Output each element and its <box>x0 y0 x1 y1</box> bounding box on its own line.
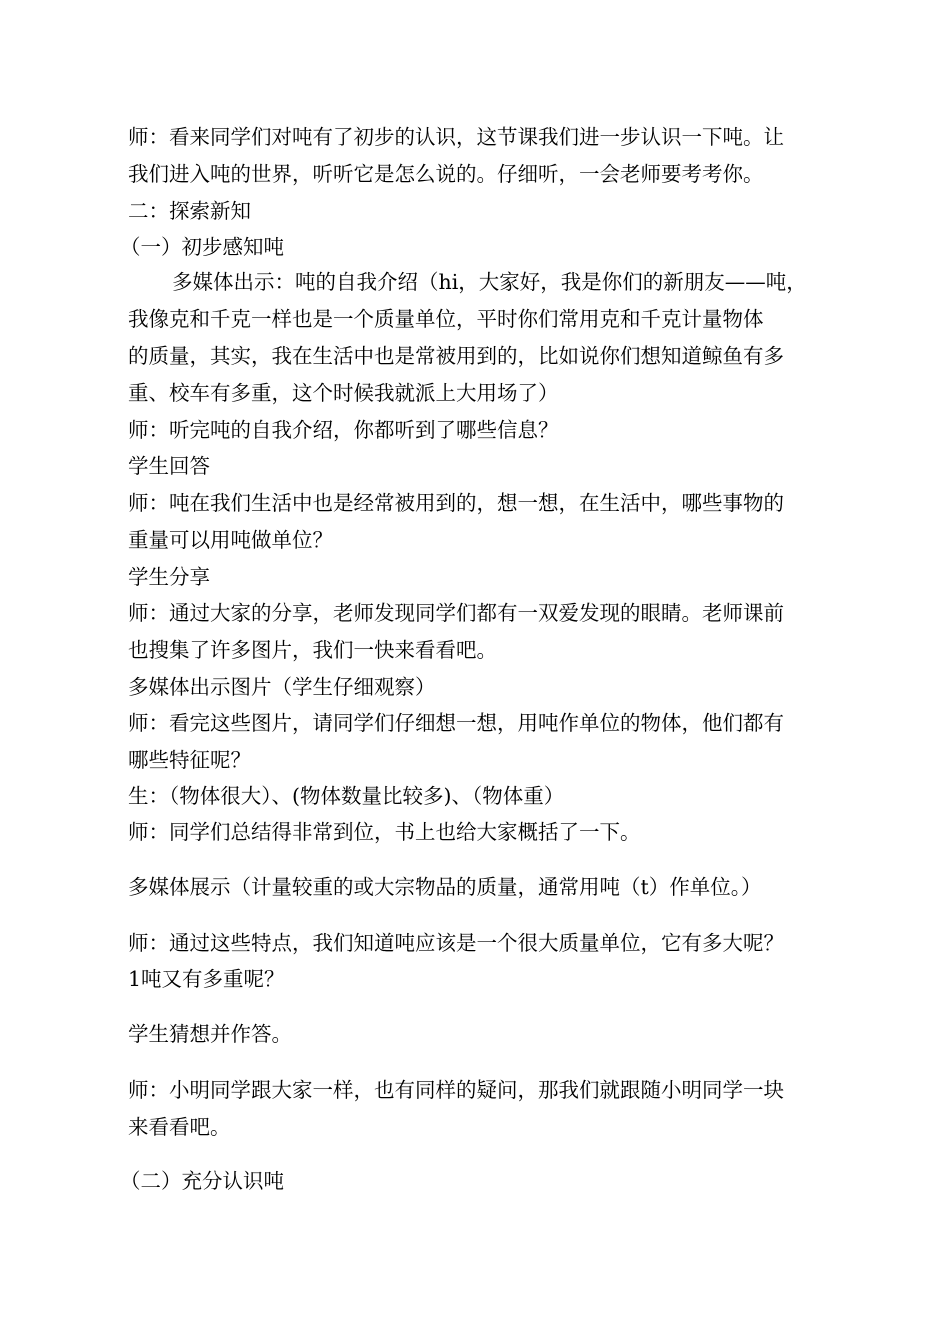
text-line: 师：通过这些特点，我们知道吨应该是一个很大质量单位，它有多大呢？ <box>128 931 784 955</box>
text-line: 我们进入吨的世界，听听它是怎么说的。仔细听，一会老师要考考你。 <box>128 162 764 186</box>
text-line: 重量可以用吨做单位？ <box>128 528 333 552</box>
text-line: 也搜集了许多图片，我们一快来看看吧。 <box>128 638 497 662</box>
text-line: 师：小明同学跟大家一样，也有同样的疑问，那我们就跟随小明同学一块 <box>128 1078 784 1102</box>
text-line: 学生分享 <box>128 565 210 589</box>
text-line: 的质量，其实，我在生活中也是常被用到的，比如说你们想知道鲸鱼有多 <box>128 344 784 368</box>
section-heading: 二：探索新知 <box>128 199 251 223</box>
text-line: 来看看吧。 <box>128 1115 231 1139</box>
text-line: 学生猜想并作答。 <box>128 1022 292 1046</box>
text-line: 师：听完吨的自我介绍，你都听到了哪些信息？ <box>128 418 559 442</box>
text-line: 师：吨在我们生活中也是经常被用到的，想一想，在生活中，哪些事物的 <box>128 491 784 515</box>
text-line: 学生回答 <box>128 454 210 478</box>
text-line: 师：同学们总结得非常到位，书上也给大家概括了一下。 <box>128 820 641 844</box>
text-line: 重、校车有多重，这个时候我就派上大用场了） <box>128 381 559 405</box>
text-line: 哪些特征呢？ <box>128 748 251 772</box>
text-line: 生：（物体很大）、(物体数量比较多)、（物体重） <box>128 784 565 808</box>
text-line: 师：看完这些图片，请同学们仔细想一想，用吨作单位的物体，他们都有 <box>128 711 784 735</box>
subsection-heading: （一）初步感知吨 <box>120 235 284 259</box>
text-line: 多媒体展示（计量较重的或大宗物品的质量，通常用吨（t）作单位。） <box>128 875 762 899</box>
text-line: 师：通过大家的分享，老师发现同学们都有一双爱发现的眼睛。老师课前 <box>128 601 784 625</box>
text-line: 我像克和千克一样也是一个质量单位，平时你们常用克和千克计量物体 <box>128 307 764 331</box>
subsection-heading: （二）充分认识吨 <box>120 1169 284 1193</box>
text-line: 1吨又有多重呢？ <box>128 967 285 991</box>
text-line: 师：看来同学们对吨有了初步的认识，这节课我们进一步认识一下吨。让 <box>128 125 784 149</box>
text-line: 多媒体出示图片（学生仔细观察） <box>128 675 436 699</box>
text-line: 多媒体出示：吨的自我介绍（hi，大家好，我是你们的新朋友——吨， <box>172 270 807 294</box>
